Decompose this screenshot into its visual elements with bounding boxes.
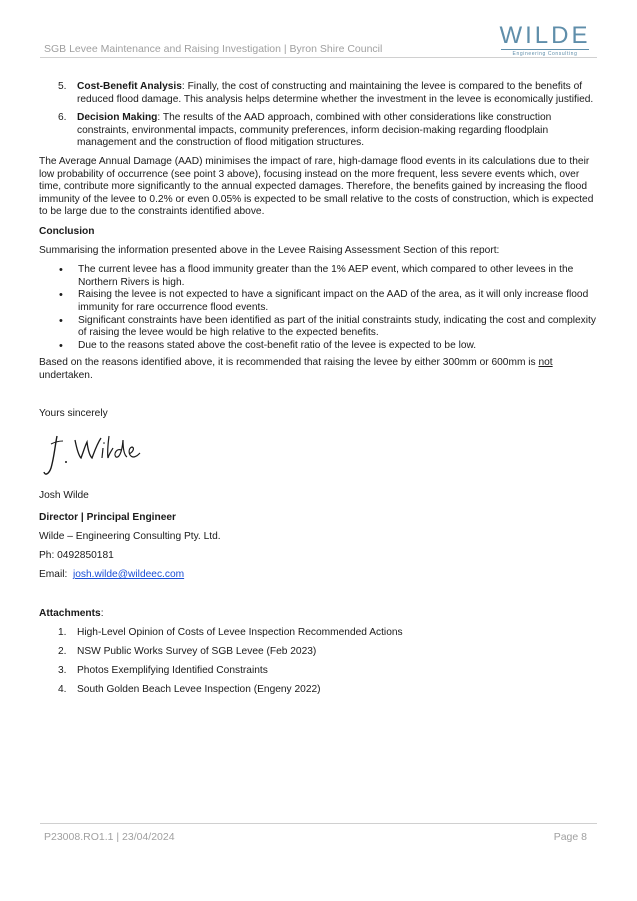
bullet-dot-icon: •	[59, 289, 63, 302]
item-bold-label: Cost-Benefit Analysis	[77, 81, 182, 92]
bullet-item	[59, 340, 599, 353]
attachment-item	[58, 646, 599, 659]
item-number: 6.	[58, 112, 67, 124]
signoff-block	[39, 408, 599, 582]
item-description: : The results of the AAD approach, combined with other considerations like construction constraints, environmental impacts, community preferences, inform decision-making regarding floodplain management and the construction of flood mitigation structures.	[77, 112, 552, 149]
conclusion-bullets	[39, 264, 599, 352]
attachment-text: Photos Exemplifying Identified Constraints	[77, 664, 268, 676]
email-label: Email:	[39, 569, 68, 581]
aad-paragraph: The Average Annual Damage (AAD) minimises the impact of rare, high-damage flood events in its calculations due to their low probability of occurrence (see point 3 above), focusing instead on the more frequent, less severe events which, over time, contribute more significantly to the annual expected damages. Therefore, the benefits gained by increasing the flood immunity of the levee to 0.2% or even 0.05% is expected to be small relative to the costs of construction, which is expected to be large due to the constraints identified above.	[39, 155, 594, 218]
bullet-text: Due to the reasons stated above the cost-benefit ratio of the levee is expected to be low.	[78, 339, 477, 351]
attachment-item	[58, 665, 599, 678]
footer-reference: P23008.RO1.1 | 23/04/2024	[44, 831, 175, 843]
signature-image	[39, 428, 149, 484]
signature	[39, 428, 599, 484]
closing-text: Yours sincerely	[39, 408, 108, 420]
attachment-item	[58, 627, 599, 640]
logo-word: WILDE	[499, 22, 591, 49]
attachment-number: 2.	[58, 645, 67, 657]
recommendation-text: Based on the reasons identified above, it is recommended that raising the levee by either 300mm or 600mm is	[39, 357, 539, 369]
header-title: SGB Levee Maintenance and Raising Investigation | Byron Shire Council	[44, 43, 383, 55]
attachment-text: High-Level Opinion of Costs of Levee Inspection Recommended Actions	[77, 626, 403, 638]
attachments-heading	[39, 608, 599, 621]
bullet-item	[59, 289, 599, 314]
item-text	[77, 81, 599, 106]
email-line	[39, 569, 599, 582]
bullet-text: Raising the levee is not expected to have a significant impact on the AAD of the area, as it will only increase flood immunity for rare occurrence flood events.	[78, 289, 589, 313]
attachment-item	[58, 684, 599, 697]
item-bold-label: Decision Making	[77, 112, 158, 124]
item-description: : Finally, the cost of constructing and maintaining the levee is compared to the benefits of reduced flood damage. This analysis helps determine whether the investment in the levee is economically justified.	[77, 81, 594, 105]
bullet-dot-icon: •	[59, 339, 63, 352]
company-logo	[499, 24, 591, 57]
recommendation-end: undertaken.	[39, 369, 93, 381]
bullet-text: The current levee has a flood immunity greater than the 1% AEP event, which compared to other levees in the Northern Rivers is high.	[78, 264, 574, 288]
page-number: Page 8	[553, 831, 587, 843]
recommendation-paragraph	[39, 357, 599, 382]
attachment-number: 4.	[58, 683, 67, 695]
attachment-text: NSW Public Works Survey of SGB Levee (Feb 2023)	[77, 645, 317, 657]
recommendation-emphasis: not	[538, 357, 553, 369]
attachments-colon: :	[100, 608, 104, 620]
company-name: Wilde – Engineering Consulting Pty. Ltd.	[39, 531, 221, 543]
signatory-title: Director | Principal Engineer	[39, 512, 177, 524]
conclusion-intro: Summarising the information presented above in the Levee Raising Assessment Section of this report:	[39, 244, 500, 256]
numbered-item	[58, 112, 599, 150]
numbered-item	[58, 81, 599, 106]
logo-divider	[501, 49, 589, 50]
attachment-number: 1.	[58, 626, 67, 638]
signatory-name: Josh Wilde	[39, 489, 89, 501]
item-number: 5.	[58, 81, 67, 92]
bullet-item	[59, 315, 599, 340]
bullet-dot-icon: •	[59, 264, 63, 277]
logo-subtitle: Engineering Consulting	[512, 51, 578, 57]
header-rule	[40, 57, 597, 58]
page-body	[39, 81, 599, 703]
footer-rule	[40, 823, 597, 824]
attachments-title: Attachments	[39, 608, 101, 620]
bullet-item	[59, 264, 599, 289]
attachment-number: 3.	[58, 664, 67, 676]
bullet-dot-icon: •	[59, 314, 63, 327]
conclusion-heading: Conclusion	[39, 225, 95, 237]
email-link[interactable]: josh.wilde@wildeec.com	[72, 569, 185, 581]
item-text	[77, 112, 599, 150]
phone-number: Ph: 0492850181	[39, 550, 114, 562]
attachment-text: South Golden Beach Levee Inspection (Engeny 2022)	[77, 683, 321, 695]
bullet-text: Significant constraints have been identified as part of the initial constraints study, indicating the cost and complexity of raising the levee would be high relative to the expected benefits.	[78, 314, 596, 339]
